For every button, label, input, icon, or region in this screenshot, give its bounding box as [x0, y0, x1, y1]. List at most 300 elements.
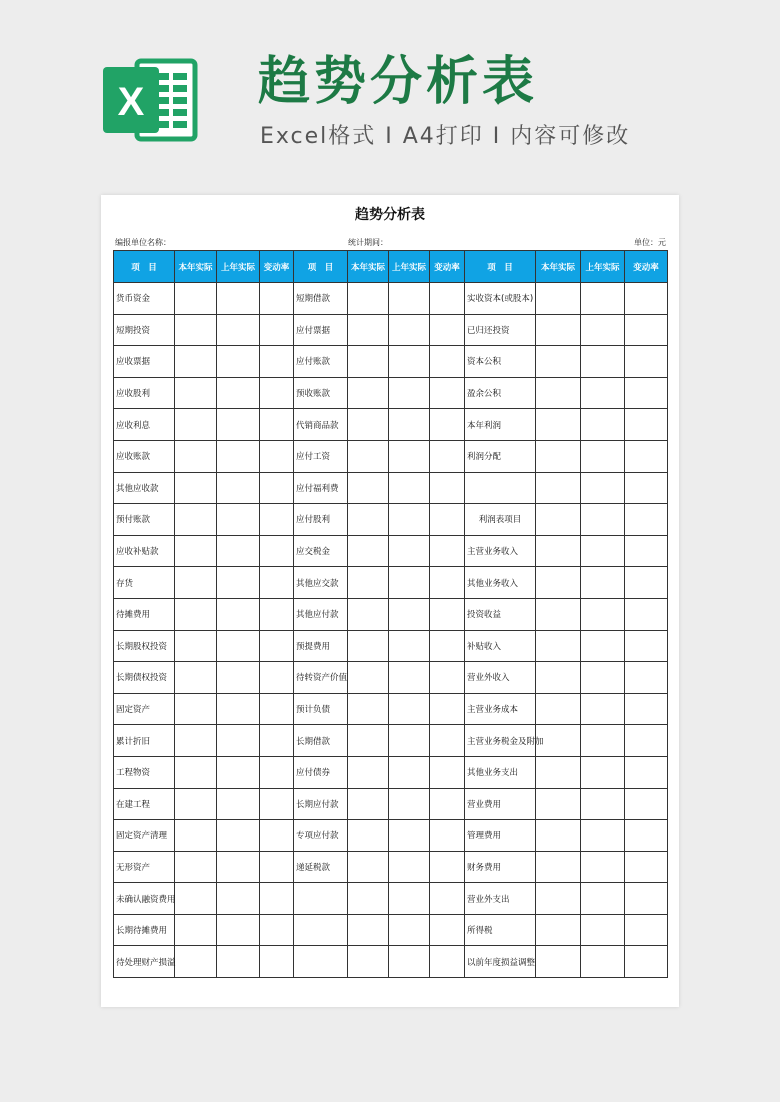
value-cell[interactable]	[348, 535, 389, 567]
value-cell[interactable]	[536, 283, 581, 315]
value-cell[interactable]	[348, 662, 389, 694]
value-cell[interactable]	[389, 409, 430, 441]
item-cell[interactable]: 待处理财产损溢	[114, 946, 175, 978]
item-cell[interactable]: 固定资产清理	[114, 820, 175, 852]
value-cell[interactable]	[175, 693, 217, 725]
value-cell[interactable]	[175, 598, 217, 630]
value-cell[interactable]	[430, 598, 465, 630]
value-cell[interactable]	[581, 851, 625, 883]
value-cell[interactable]	[625, 883, 668, 915]
value-cell[interactable]	[430, 409, 465, 441]
item-cell[interactable]: 主营业务收入	[465, 535, 536, 567]
value-cell[interactable]	[581, 725, 625, 757]
value-cell[interactable]	[217, 788, 260, 820]
value-cell[interactable]	[348, 946, 389, 978]
value-cell[interactable]	[581, 883, 625, 915]
value-cell[interactable]	[430, 693, 465, 725]
value-cell[interactable]	[175, 883, 217, 915]
value-cell[interactable]	[536, 567, 581, 599]
value-cell[interactable]	[175, 914, 217, 946]
value-cell[interactable]	[348, 346, 389, 378]
value-cell[interactable]	[260, 598, 294, 630]
table-row	[114, 630, 668, 662]
item-cell[interactable]: 预提费用	[294, 630, 348, 662]
value-cell[interactable]	[536, 946, 581, 978]
value-cell[interactable]	[430, 472, 465, 504]
value-cell[interactable]	[625, 630, 668, 662]
value-cell[interactable]	[430, 756, 465, 788]
value-cell[interactable]	[217, 725, 260, 757]
value-cell[interactable]	[536, 440, 581, 472]
value-cell[interactable]	[536, 598, 581, 630]
value-cell[interactable]	[625, 946, 668, 978]
table-row	[114, 567, 668, 599]
value-cell[interactable]	[581, 440, 625, 472]
table-row	[114, 346, 668, 378]
value-cell[interactable]	[389, 662, 430, 694]
value-cell[interactable]	[625, 693, 668, 725]
item-cell[interactable]: 其他业务支出	[465, 756, 536, 788]
value-cell[interactable]	[217, 630, 260, 662]
table-row	[114, 946, 668, 978]
item-cell[interactable]: 其他业务收入	[465, 567, 536, 599]
value-cell[interactable]	[581, 756, 625, 788]
value-cell[interactable]	[217, 377, 260, 409]
value-cell[interactable]	[536, 630, 581, 662]
value-cell[interactable]	[430, 630, 465, 662]
value-cell[interactable]	[581, 409, 625, 441]
table-row	[114, 472, 668, 504]
value-cell[interactable]	[260, 346, 294, 378]
value-cell[interactable]	[536, 662, 581, 694]
value-cell[interactable]	[625, 567, 668, 599]
value-cell[interactable]	[348, 440, 389, 472]
value-cell[interactable]	[625, 725, 668, 757]
value-cell[interactable]	[175, 314, 217, 346]
value-cell[interactable]	[348, 820, 389, 852]
value-cell[interactable]	[175, 630, 217, 662]
value-cell[interactable]	[389, 472, 430, 504]
table-row	[114, 440, 668, 472]
table-row	[114, 598, 668, 630]
table-row	[114, 662, 668, 694]
item-cell[interactable]: 预收账款	[294, 377, 348, 409]
value-cell[interactable]	[430, 946, 465, 978]
value-cell[interactable]	[348, 788, 389, 820]
item-cell[interactable]: 预计负债	[294, 693, 348, 725]
value-cell[interactable]	[260, 756, 294, 788]
value-cell[interactable]	[581, 472, 625, 504]
value-cell[interactable]	[389, 377, 430, 409]
value-cell[interactable]	[260, 851, 294, 883]
value-cell[interactable]	[175, 535, 217, 567]
value-cell[interactable]	[175, 504, 217, 536]
item-cell[interactable]: 投资收益	[465, 598, 536, 630]
value-cell[interactable]	[389, 440, 430, 472]
column-header: 本年实际	[175, 251, 217, 283]
item-cell[interactable]: 资本公积	[465, 346, 536, 378]
table-row	[114, 820, 668, 852]
value-cell[interactable]	[217, 756, 260, 788]
item-cell[interactable]: 预付账款	[114, 504, 175, 536]
table-row	[114, 377, 668, 409]
column-header: 项 目	[114, 251, 175, 283]
value-cell[interactable]	[217, 567, 260, 599]
value-cell[interactable]	[389, 567, 430, 599]
value-cell[interactable]	[389, 820, 430, 852]
value-cell[interactable]	[389, 598, 430, 630]
item-cell[interactable]: 存货	[114, 567, 175, 599]
logo-letter: X	[117, 80, 145, 124]
table-row	[114, 535, 668, 567]
value-cell[interactable]	[260, 630, 294, 662]
value-cell[interactable]	[536, 409, 581, 441]
table-row	[114, 756, 668, 788]
value-cell[interactable]	[348, 377, 389, 409]
value-cell[interactable]	[625, 283, 668, 315]
sheet-title: 趋势分析表	[355, 207, 425, 223]
value-cell[interactable]	[217, 946, 260, 978]
value-cell[interactable]	[536, 693, 581, 725]
value-cell[interactable]	[260, 504, 294, 536]
item-cell[interactable]	[294, 946, 348, 978]
table-row	[114, 409, 668, 441]
value-cell[interactable]	[430, 504, 465, 536]
column-header: 项 目	[294, 251, 348, 283]
item-cell[interactable]: 待摊费用	[114, 598, 175, 630]
value-cell[interactable]	[217, 314, 260, 346]
value-cell[interactable]	[389, 788, 430, 820]
item-cell[interactable]: 应交税金	[294, 535, 348, 567]
trend-analysis-table	[113, 250, 668, 978]
value-cell[interactable]	[175, 756, 217, 788]
value-cell[interactable]	[389, 314, 430, 346]
value-cell[interactable]	[348, 314, 389, 346]
value-cell[interactable]	[260, 472, 294, 504]
item-cell[interactable]: 管理费用	[465, 820, 536, 852]
value-cell[interactable]	[581, 914, 625, 946]
item-cell[interactable]: 所得税	[465, 914, 536, 946]
value-cell[interactable]	[625, 377, 668, 409]
item-cell[interactable]: 应付债券	[294, 756, 348, 788]
column-header: 变动率	[625, 251, 668, 283]
value-cell[interactable]	[430, 346, 465, 378]
value-cell[interactable]	[348, 883, 389, 915]
item-cell[interactable]	[465, 472, 536, 504]
value-cell[interactable]	[389, 914, 430, 946]
value-cell[interactable]	[389, 883, 430, 915]
value-cell[interactable]	[625, 662, 668, 694]
value-cell[interactable]	[430, 820, 465, 852]
item-cell[interactable]: 补贴收入	[465, 630, 536, 662]
value-cell[interactable]	[536, 914, 581, 946]
value-cell[interactable]	[260, 725, 294, 757]
value-cell[interactable]	[625, 788, 668, 820]
item-cell[interactable]: 长期应付款	[294, 788, 348, 820]
item-cell[interactable]: 应付福利费	[294, 472, 348, 504]
value-cell[interactable]	[260, 283, 294, 315]
item-cell[interactable]: 长期待摊费用	[114, 914, 175, 946]
value-cell[interactable]	[581, 504, 625, 536]
column-header: 上年实际	[389, 251, 430, 283]
value-cell[interactable]	[581, 693, 625, 725]
value-cell[interactable]	[625, 914, 668, 946]
value-cell[interactable]	[625, 598, 668, 630]
item-cell[interactable]: 短期借款	[294, 283, 348, 315]
value-cell[interactable]	[581, 314, 625, 346]
column-header: 本年实际	[348, 251, 389, 283]
item-cell[interactable]: 短期投资	[114, 314, 175, 346]
item-cell[interactable]: 以前年度损益调整	[465, 946, 536, 978]
value-cell[interactable]	[348, 504, 389, 536]
value-cell[interactable]	[217, 504, 260, 536]
item-cell[interactable]: 应收利息	[114, 409, 175, 441]
value-cell[interactable]	[348, 914, 389, 946]
value-cell[interactable]	[430, 377, 465, 409]
table-row	[114, 725, 668, 757]
value-cell[interactable]	[389, 630, 430, 662]
item-cell[interactable]: 未确认融资费用	[114, 883, 175, 915]
column-header: 本年实际	[536, 251, 581, 283]
value-cell[interactable]	[430, 914, 465, 946]
value-cell[interactable]	[217, 472, 260, 504]
value-cell[interactable]	[536, 504, 581, 536]
value-cell[interactable]	[430, 788, 465, 820]
value-cell[interactable]	[625, 820, 668, 852]
value-cell[interactable]	[260, 535, 294, 567]
value-cell[interactable]	[175, 725, 217, 757]
item-cell[interactable]: 应收股利	[114, 377, 175, 409]
value-cell[interactable]	[217, 914, 260, 946]
value-cell[interactable]	[581, 630, 625, 662]
value-cell[interactable]	[217, 409, 260, 441]
value-cell[interactable]	[581, 377, 625, 409]
value-cell[interactable]	[217, 883, 260, 915]
table-row	[114, 883, 668, 915]
value-cell[interactable]	[175, 283, 217, 315]
unit-label: 单位：元	[634, 238, 666, 247]
value-cell[interactable]	[389, 756, 430, 788]
value-cell[interactable]	[260, 662, 294, 694]
value-cell[interactable]	[389, 346, 430, 378]
value-cell[interactable]	[175, 946, 217, 978]
value-cell[interactable]	[625, 440, 668, 472]
column-header: 项 目	[465, 251, 536, 283]
item-cell[interactable]: 主营业务成本	[465, 693, 536, 725]
value-cell[interactable]	[389, 851, 430, 883]
value-cell[interactable]	[260, 946, 294, 978]
value-cell[interactable]	[581, 946, 625, 978]
value-cell[interactable]	[217, 283, 260, 315]
value-cell[interactable]	[348, 693, 389, 725]
column-header: 上年实际	[217, 251, 260, 283]
item-cell[interactable]: 利润表项目	[465, 504, 536, 536]
value-cell[interactable]	[536, 756, 581, 788]
item-cell[interactable]: 其他应付款	[294, 598, 348, 630]
item-cell[interactable]: 货币资金	[114, 283, 175, 315]
value-cell[interactable]	[430, 567, 465, 599]
value-cell[interactable]	[581, 662, 625, 694]
value-cell[interactable]	[625, 851, 668, 883]
item-cell[interactable]: 递延税款	[294, 851, 348, 883]
item-cell[interactable]: 专项应付款	[294, 820, 348, 852]
value-cell[interactable]	[348, 756, 389, 788]
item-cell[interactable]: 代销商品款	[294, 409, 348, 441]
item-cell[interactable]: 应收账款	[114, 440, 175, 472]
value-cell[interactable]	[625, 409, 668, 441]
value-cell[interactable]	[175, 440, 217, 472]
value-cell[interactable]	[430, 440, 465, 472]
value-cell[interactable]	[581, 535, 625, 567]
value-cell[interactable]	[348, 567, 389, 599]
value-cell[interactable]	[625, 472, 668, 504]
value-cell[interactable]	[581, 283, 625, 315]
value-cell[interactable]	[389, 725, 430, 757]
value-cell[interactable]	[625, 346, 668, 378]
item-cell[interactable]: 其他应交款	[294, 567, 348, 599]
value-cell[interactable]	[260, 914, 294, 946]
item-cell[interactable]: 应付股利	[294, 504, 348, 536]
value-cell[interactable]	[260, 788, 294, 820]
value-cell[interactable]	[430, 662, 465, 694]
item-cell[interactable]: 主营业务税金及附加	[465, 725, 536, 757]
item-cell[interactable]: 在建工程	[114, 788, 175, 820]
value-cell[interactable]	[430, 535, 465, 567]
value-cell[interactable]	[217, 851, 260, 883]
value-cell[interactable]	[175, 851, 217, 883]
item-cell[interactable]: 营业外收入	[465, 662, 536, 694]
table-row	[114, 504, 668, 536]
item-cell[interactable]: 长期借款	[294, 725, 348, 757]
value-cell[interactable]	[625, 756, 668, 788]
value-cell[interactable]	[536, 346, 581, 378]
value-cell[interactable]	[175, 820, 217, 852]
value-cell[interactable]	[260, 693, 294, 725]
value-cell[interactable]	[348, 630, 389, 662]
value-cell[interactable]	[581, 567, 625, 599]
item-cell[interactable]: 无形资产	[114, 851, 175, 883]
value-cell[interactable]	[175, 346, 217, 378]
item-cell[interactable]: 财务费用	[465, 851, 536, 883]
value-cell[interactable]	[217, 598, 260, 630]
value-cell[interactable]	[217, 535, 260, 567]
value-cell[interactable]	[581, 346, 625, 378]
item-cell[interactable]	[294, 883, 348, 915]
item-cell[interactable]	[294, 914, 348, 946]
item-cell[interactable]: 长期债权投资	[114, 662, 175, 694]
value-cell[interactable]	[217, 820, 260, 852]
value-cell[interactable]	[175, 662, 217, 694]
value-cell[interactable]	[348, 409, 389, 441]
value-cell[interactable]	[217, 440, 260, 472]
value-cell[interactable]	[430, 725, 465, 757]
value-cell[interactable]	[260, 440, 294, 472]
value-cell[interactable]	[536, 851, 581, 883]
value-cell[interactable]	[536, 472, 581, 504]
value-cell[interactable]	[217, 662, 260, 694]
item-cell[interactable]: 盈余公积	[465, 377, 536, 409]
value-cell[interactable]	[430, 883, 465, 915]
value-cell[interactable]	[536, 377, 581, 409]
value-cell[interactable]	[389, 946, 430, 978]
item-cell[interactable]: 本年利润	[465, 409, 536, 441]
value-cell[interactable]	[175, 472, 217, 504]
value-cell[interactable]	[625, 504, 668, 536]
item-cell[interactable]: 应付工资	[294, 440, 348, 472]
value-cell[interactable]	[348, 283, 389, 315]
item-cell[interactable]: 累计折旧	[114, 725, 175, 757]
item-cell[interactable]: 应付票据	[294, 314, 348, 346]
value-cell[interactable]	[536, 883, 581, 915]
value-cell[interactable]	[260, 567, 294, 599]
value-cell[interactable]	[389, 504, 430, 536]
value-cell[interactable]	[581, 598, 625, 630]
value-cell[interactable]	[536, 788, 581, 820]
column-header: 变动率	[430, 251, 465, 283]
value-cell[interactable]	[536, 314, 581, 346]
value-cell[interactable]	[625, 314, 668, 346]
value-cell[interactable]	[536, 820, 581, 852]
item-cell[interactable]: 待转资产价值	[294, 662, 348, 694]
value-cell[interactable]	[348, 598, 389, 630]
value-cell[interactable]	[260, 377, 294, 409]
value-cell[interactable]	[217, 693, 260, 725]
table-row	[114, 788, 668, 820]
value-cell[interactable]	[260, 409, 294, 441]
value-cell[interactable]	[175, 377, 217, 409]
item-cell[interactable]: 利润分配	[465, 440, 536, 472]
item-cell[interactable]: 实收资本(或股本)	[465, 283, 536, 315]
item-cell[interactable]: 固定资产	[114, 693, 175, 725]
value-cell[interactable]	[348, 472, 389, 504]
value-cell[interactable]	[348, 851, 389, 883]
table-row	[114, 851, 668, 883]
value-cell[interactable]	[175, 567, 217, 599]
value-cell[interactable]	[430, 283, 465, 315]
item-cell[interactable]: 长期股权投资	[114, 630, 175, 662]
page-subtitle: Excel格式 I A4打印 I 内容可修改	[260, 124, 631, 149]
value-cell[interactable]	[175, 409, 217, 441]
value-cell[interactable]	[430, 314, 465, 346]
value-cell[interactable]	[389, 283, 430, 315]
item-cell[interactable]: 营业外支出	[465, 883, 536, 915]
value-cell[interactable]	[536, 535, 581, 567]
item-cell[interactable]: 应收票据	[114, 346, 175, 378]
value-cell[interactable]	[175, 788, 217, 820]
value-cell[interactable]	[260, 314, 294, 346]
item-cell[interactable]: 已归还投资	[465, 314, 536, 346]
item-cell[interactable]: 应付账款	[294, 346, 348, 378]
value-cell[interactable]	[217, 346, 260, 378]
excel-logo-icon	[101, 55, 199, 145]
item-cell[interactable]: 应收补贴款	[114, 535, 175, 567]
value-cell[interactable]	[625, 535, 668, 567]
value-cell[interactable]	[260, 820, 294, 852]
value-cell[interactable]	[389, 535, 430, 567]
item-cell[interactable]: 营业费用	[465, 788, 536, 820]
item-cell[interactable]: 工程物资	[114, 756, 175, 788]
value-cell[interactable]	[389, 693, 430, 725]
value-cell[interactable]	[430, 851, 465, 883]
table-row	[114, 314, 668, 346]
item-cell[interactable]: 其他应收款	[114, 472, 175, 504]
value-cell[interactable]	[348, 725, 389, 757]
value-cell[interactable]	[581, 820, 625, 852]
value-cell[interactable]	[581, 788, 625, 820]
spreadsheet-sheet	[101, 195, 679, 1007]
value-cell[interactable]	[260, 883, 294, 915]
reporting-unit-label: 编报单位名称：	[115, 238, 171, 247]
